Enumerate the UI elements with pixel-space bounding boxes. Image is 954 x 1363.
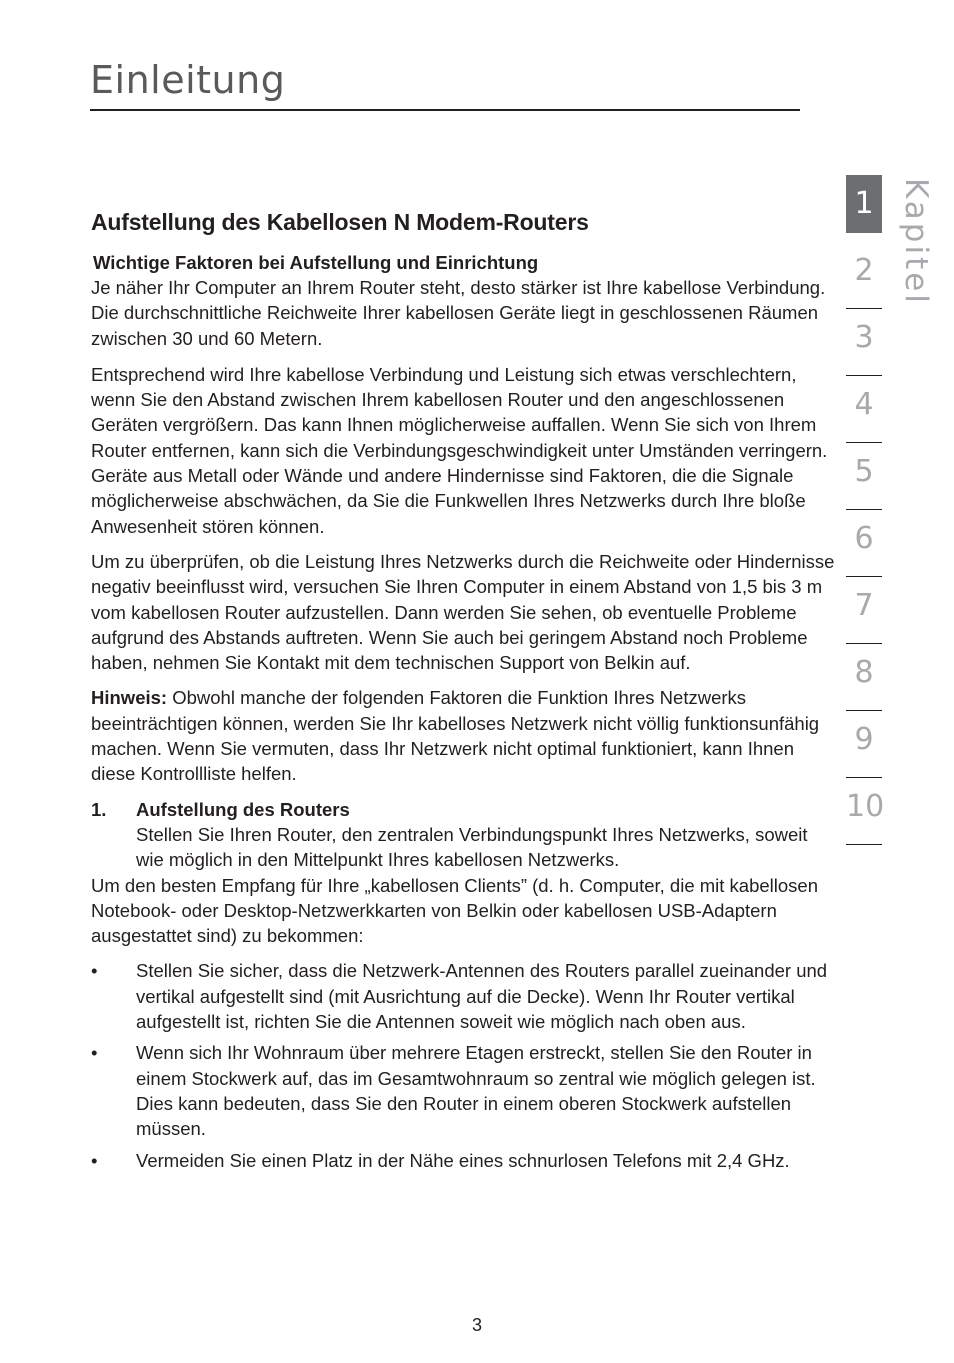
chapter-nav-label: Kapitel (898, 178, 934, 306)
chapter-number: 8 (854, 655, 874, 690)
paragraph: Entsprechend wird Ihre kabellose Verbindung und Leistung sich etwas verschlechtern, wenn Sie den Abstand zwischen Ihrem kabellosen Router und den angeschlossenen Geräten vergrößern. Das kann Ihnen möglicherweise auffallen. Wenn Sie sich von Ihrem Router entfernen, kann sich die Verbindungsgeschwindigkeit unter Umständen verringern. Geräte aus Metall oder Wände und andere Hindernisse sind Faktoren, die die Signale möglicherweise abschwächen, da Sie die Funkwellen Ihres Netzwerks durch Ihre bloße Anwesenheit stören können. (91, 363, 828, 537)
item-number: 1. (91, 798, 107, 820)
header-divider (90, 109, 800, 111)
chapter-tab-5[interactable] (846, 443, 882, 510)
bullet-list (91, 958, 836, 1172)
chapter-tab-9[interactable] (846, 711, 882, 778)
bullet-icon: • (91, 960, 98, 982)
item-followup: Um den besten Empfang für Ihre „kabellosen Clients” (d. h. Computer, die mit kabellosen Notebook- oder Desktop-Netzwerkkarten von Belkin oder kabellosen USB-Adaptern ausgestattet sind) zu bekommen: (91, 874, 819, 947)
list-item-text: Vermeiden Sie einen Platz in der Nähe eines schnurlosen Telefons mit 2,4 GHz. (136, 1149, 790, 1171)
chapter-number: 10 (846, 789, 885, 824)
chapter-number: 5 (854, 454, 874, 489)
paragraph: Um zu überprüfen, ob die Leistung Ihres Netzwerks durch die Reichweite oder Hindernisse negativ beeinflusst wird, versuchen Sie Ihren Computer in einem Abstand von 1,5 bis 3 m vom kabellosen Router aufzustellen. Dann werden Sie sehen, ob eventuelle Probleme aufgrund des Abstands auftreten. Wenn Sie auch bei geringem Abstand noch Probleme haben, nehmen Sie Kontakt mit dem technischen Support von Belkin auf. (91, 550, 835, 674)
hint-label: Hinweis: (91, 687, 168, 709)
chapter-number: 4 (854, 387, 874, 422)
chapter-number: 7 (854, 588, 874, 623)
subheading: Wichtige Faktoren bei Aufstellung und Einrichtung (93, 252, 539, 273)
chapter-tab-1[interactable] (846, 175, 882, 233)
chapter-tab-7[interactable] (846, 577, 882, 644)
list-item-text: Stellen Sie sicher, dass die Netzwerk-Antennen des Routers parallel zueinander und vertikal aufgestellt sind (mit Ausrichtung auf die Decke). Wenn Ihr Router vertikal aufgestellt ist, richten Sie die Antennen soweit wie möglich nach oben aus. (136, 960, 828, 1033)
page-number: 3 (471, 1315, 482, 1335)
chapter-tab-6[interactable] (846, 510, 882, 577)
chapter-tab-10[interactable] (846, 778, 885, 845)
bullet-icon: • (91, 1042, 98, 1064)
chapter-tab-8[interactable] (846, 644, 882, 711)
paragraph: Je näher Ihr Computer an Ihrem Router steht, desto stärker ist Ihre kabellose Verbindung. Die durchschnittliche Reichweite Ihrer kabellosen Geräte liegt in geschlossenen Räumen zwischen 30 und 60 Metern. (91, 277, 826, 349)
list-item-text: Wenn sich Ihr Wohnraum über mehrere Etagen erstreckt, stellen Sie den Router in einem Stockwerk auf, das im Gesamtwohnraum so zentral wie möglich gelegen ist. Dies kann bedeuten, dass Sie den Router in einem oberen Stockwerk aufstellen müssen. (136, 1042, 816, 1140)
item-text: Stellen Sie Ihren Router, den zentralen Verbindungspunkt Ihres Netzwerks, soweit wie möglich in den Mittelpunkt Ihres kabellosen Netzwerks. (136, 823, 808, 871)
list-item (91, 1148, 836, 1173)
chapter-tab-2[interactable] (846, 242, 882, 309)
numbered-item (91, 797, 836, 949)
chapter-tab-3[interactable] (846, 309, 882, 376)
list-item (91, 958, 836, 1034)
section-title: Aufstellung des Kabellosen N Modem-Routers (91, 209, 589, 235)
chapter-number: 2 (854, 253, 874, 288)
chapter-number: 6 (854, 521, 874, 556)
item-heading: Aufstellung des Routers (136, 798, 350, 820)
bullet-icon: • (91, 1149, 98, 1171)
hint-text: Obwohl manche der folgenden Faktoren die Funktion Ihres Netzwerks beeinträchtigen können, werden Sie Ihr kabelloses Netzwerk nicht völlig funktionsunfähig machen. Wenn Sie vermuten, dass Ihr Netzwerk nicht optimal funktioniert, kann Ihnen diese Kontrollliste helfen. (91, 687, 820, 785)
chapter-divider (846, 844, 882, 845)
list-item (91, 1040, 836, 1141)
page-header-title: Einleitung (90, 58, 286, 102)
hint-paragraph (91, 685, 836, 786)
chapter-tab-4[interactable] (846, 376, 882, 443)
chapter-nav (846, 175, 885, 845)
main-content (91, 251, 836, 1179)
chapter-number: 3 (854, 320, 874, 355)
chapter-number: 1 (854, 186, 874, 221)
chapter-number: 9 (854, 722, 874, 757)
